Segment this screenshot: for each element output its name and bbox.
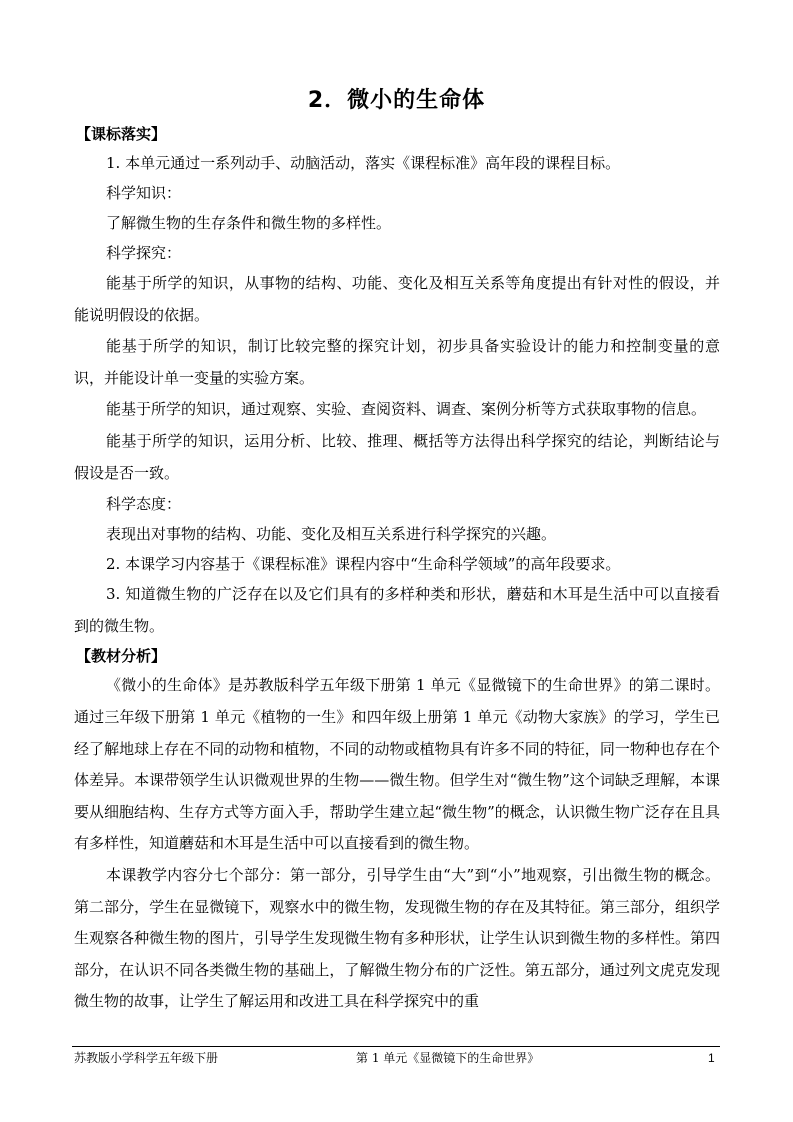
section-heading-textbook-analysis: 【教材分析】 (76, 647, 167, 666)
page-number: 1 (708, 1051, 715, 1065)
paragraph: 科学知识： (106, 184, 182, 202)
paragraph: 科学探究： (106, 244, 182, 262)
footer-unit-title: 第 1 单元《显微镜下的生命世界》 (356, 1051, 540, 1065)
page-title: 2．微小的生命体 (307, 88, 486, 113)
paragraph: 能基于所学的知识，通过观察、实验、查阅资料、调查、案例分析等方式获取事物的信息。 (106, 400, 707, 419)
paragraph: 能基于所学的知识，从事物的结构、功能、变化及相互关系等角度提出有针对性的假设，并能说明假设的依据。 (74, 274, 720, 324)
paragraph: 能基于所学的知识，运用分析、比较、推理、概括等方法得出科学探究的结论，判断结论与假设是否一致。 (74, 431, 720, 482)
paragraph: 表现出对事物的结构、功能、变化及相互关系进行科学探究的兴趣。 (106, 525, 557, 544)
paragraph: 2. 本课学习内容基于《课程标准》课程内容中“生命科学领域”的高年段要求。 (106, 555, 621, 574)
footer-divider (72, 1046, 720, 1047)
footer-book-title: 苏教版小学科学五年级下册 (74, 1051, 219, 1065)
paragraph: 了解微生物的生存条件和微生物的多样性。 (106, 214, 392, 232)
paragraph: 1. 本单元通过一系列动手、动脑活动，落实《课程标准》高年段的课程目标。 (106, 154, 621, 172)
paragraph: 3. 知道微生物的广泛存在以及它们具有的多样种类和形状，蘑菇和木耳是生活中可以直接看到的微生物。 (74, 585, 720, 635)
section-heading-curriculum: 【课标落实】 (76, 125, 167, 143)
paragraph: 能基于所学的知识，制订比较完整的探究计划，初步具备实验设计的能力和控制变量的意识，并能设计单一变量的实验方案。 (74, 337, 720, 387)
paragraph: 《微小的生命体》是苏教版科学五年级下册第 1 单元《显微镜下的生命世界》的第二课时。通过三年级下册第 1 单元《植物的一生》和四年级上册第 1 单元《动物大家族》的学习，学生已经了解地球上存在不同的动物和植物，不同的动物或植物具有许多不同的特征，同一物种也存在个体差异。本课带领学生认识微观世界的生物——微生物。但学生对“微生物”这个词缺乏理解，本课要从细胞结构、生存方式等方面入手，帮助学生建立起“微生物”的概念，认识微生物广泛存在且具有多样性，知道蘑菇和木耳是生活中可以直接看到的微生物。 (74, 676, 720, 853)
paragraph: 本课教学内容分七个部分：第一部分，引导学生由“大”到“小”地观察，引出微生物的概念。第二部分，学生在显微镜下，观察水中的微生物，发现微生物的存在及其特征。第三部分，组织学生观察各种微生物的图片，引导学生发现微生物有多种形状，让学生认识到微生物的多样性。第四部分，在认识不同各类微生物的基础上，了解微生物分布的广泛性。第五部分，通过列文虎克发现微生物的故事，让学生了解运用和改进工具在科学探究中的重 (74, 865, 720, 1011)
document-body (74, 120, 720, 1018)
paragraph: 科学态度： (106, 495, 182, 514)
